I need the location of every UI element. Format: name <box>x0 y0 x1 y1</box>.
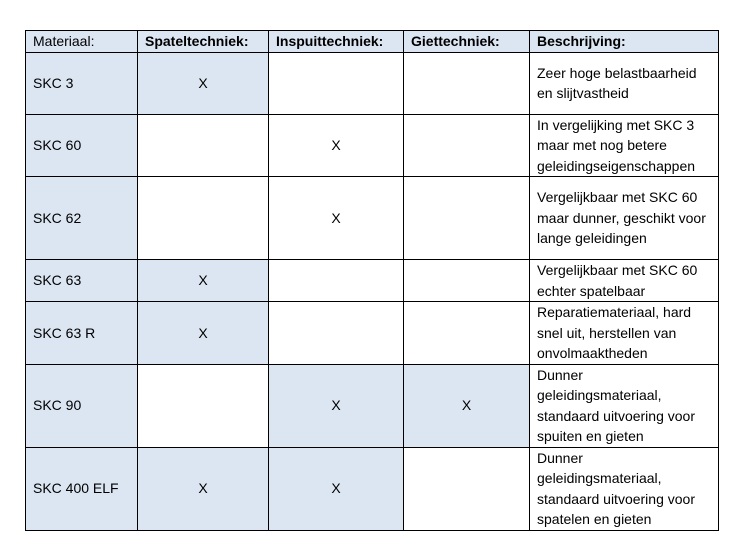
cell-spateltechniek <box>138 114 269 177</box>
cell-inspuittechniek <box>269 260 404 302</box>
table-row <box>26 447 719 530</box>
cell-material: SKC 63 <box>26 260 138 302</box>
cell-giettechniek <box>404 447 530 530</box>
cell-beschrijving: In vergelijking met SKC 3 maar met nog betere geleidingseigenschappen <box>530 114 719 177</box>
cell-spateltechniek: X <box>138 447 269 530</box>
cell-beschrijving: Zeer hoge belastbaarheid en slijtvastheid <box>530 52 719 114</box>
cell-beschrijving: Reparatiemateriaal, hard snel uit, herstellen van onvolmaaktheden <box>530 302 719 365</box>
cell-inspuittechniek <box>269 302 404 365</box>
cell-giettechniek <box>404 260 530 302</box>
table-row <box>26 364 719 447</box>
materials-table <box>25 30 719 531</box>
header-spateltechniek: Spateltechniek: <box>138 31 269 53</box>
cell-material: SKC 3 <box>26 52 138 114</box>
cell-inspuittechniek: X <box>269 447 404 530</box>
cell-inspuittechniek: X <box>269 364 404 447</box>
header-beschrijving: Beschrijving: <box>530 31 719 53</box>
cell-giettechniek <box>404 114 530 177</box>
cell-inspuittechniek: X <box>269 114 404 177</box>
table-row <box>26 177 719 260</box>
cell-giettechniek <box>404 302 530 365</box>
table-row <box>26 52 719 114</box>
cell-spateltechniek: X <box>138 52 269 114</box>
cell-beschrijving: Dunner geleidingsmateriaal, standaard uitvoering voor spatelen en gieten <box>530 447 719 530</box>
table-header-row <box>26 31 719 53</box>
cell-material: SKC 400 ELF <box>26 447 138 530</box>
cell-spateltechniek <box>138 177 269 260</box>
cell-giettechniek: X <box>404 364 530 447</box>
table-row <box>26 302 719 365</box>
cell-giettechniek <box>404 177 530 260</box>
cell-material: SKC 90 <box>26 364 138 447</box>
cell-giettechniek <box>404 52 530 114</box>
cell-material: SKC 62 <box>26 177 138 260</box>
header-inspuittechniek: Inspuittechniek: <box>269 31 404 53</box>
cell-inspuittechniek <box>269 52 404 114</box>
cell-beschrijving: Vergelijkbaar met SKC 60 maar dunner, geschikt voor lange geleidingen <box>530 177 719 260</box>
cell-material: SKC 63 R <box>26 302 138 365</box>
cell-beschrijving: Vergelijkbaar met SKC 60 echter spatelbaar <box>530 260 719 302</box>
table-row <box>26 260 719 302</box>
table-row <box>26 114 719 177</box>
cell-spateltechniek <box>138 364 269 447</box>
header-material: Materiaal: <box>26 31 138 53</box>
cell-beschrijving: Dunner geleidingsmateriaal, standaard uitvoering voor spuiten en gieten <box>530 364 719 447</box>
cell-spateltechniek: X <box>138 260 269 302</box>
cell-spateltechniek: X <box>138 302 269 365</box>
cell-material: SKC 60 <box>26 114 138 177</box>
cell-inspuittechniek: X <box>269 177 404 260</box>
header-giettechniek: Giettechniek: <box>404 31 530 53</box>
